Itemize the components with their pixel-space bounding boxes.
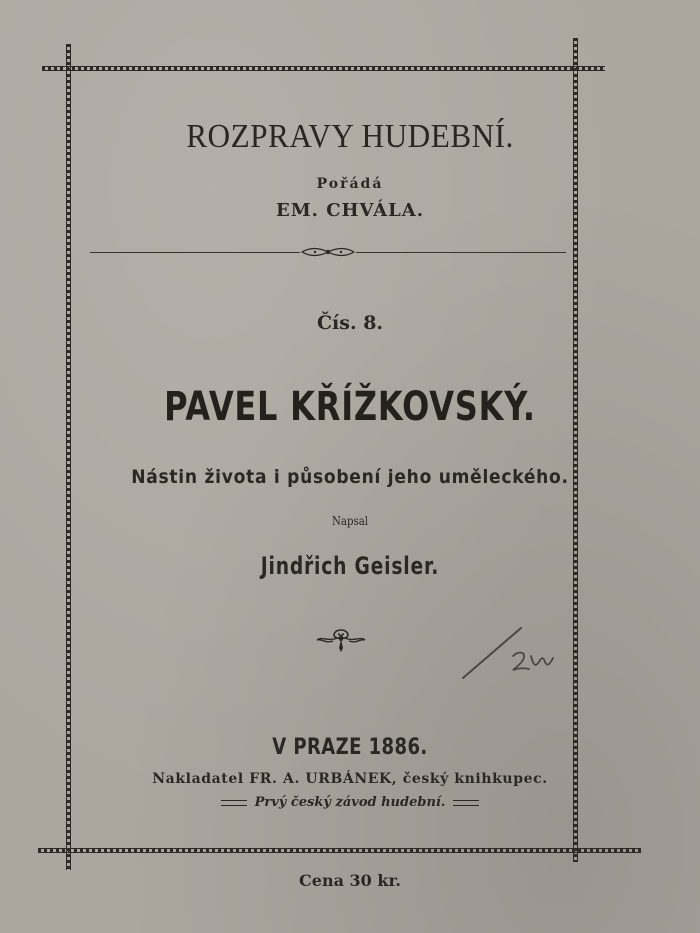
by-label: Napsal: [331, 514, 369, 528]
author-name: Jindřich Geisler.: [260, 552, 440, 580]
tagline-dash-left: [221, 800, 247, 806]
header-ornament-icon: [300, 244, 356, 260]
publisher-line: Nakladatel FR. A. URBÁNEK, český knihkupec.: [152, 771, 548, 787]
tagline-dash-right: [453, 800, 479, 806]
frame-bottom-border: [38, 848, 641, 853]
publisher-tagline: [0, 795, 700, 810]
center-ornament-icon: [313, 626, 369, 654]
book-subtitle: Nástin života i působení jeho uměleckého.: [131, 466, 569, 488]
issue-number: Čís. 8.: [316, 312, 384, 334]
editor-name: EM. CHVÁLA.: [276, 200, 424, 221]
price-label: Cena 30 kr.: [299, 871, 401, 890]
pencil-annotation: [455, 622, 565, 684]
editor-label: Pořádá: [316, 176, 384, 192]
frame-top-border: [42, 66, 605, 71]
tagline-text: Prvý český závod hudební.: [254, 795, 446, 810]
header-rule-right: [356, 252, 566, 253]
book-title: PAVEL KŘÍŽKOVSKÝ.: [164, 384, 536, 430]
place-and-date: V PRAZE 1886.: [272, 735, 428, 760]
header-rule-left: [90, 252, 300, 253]
series-title: ROZPRAVY HUDEBNÍ.: [186, 118, 514, 155]
